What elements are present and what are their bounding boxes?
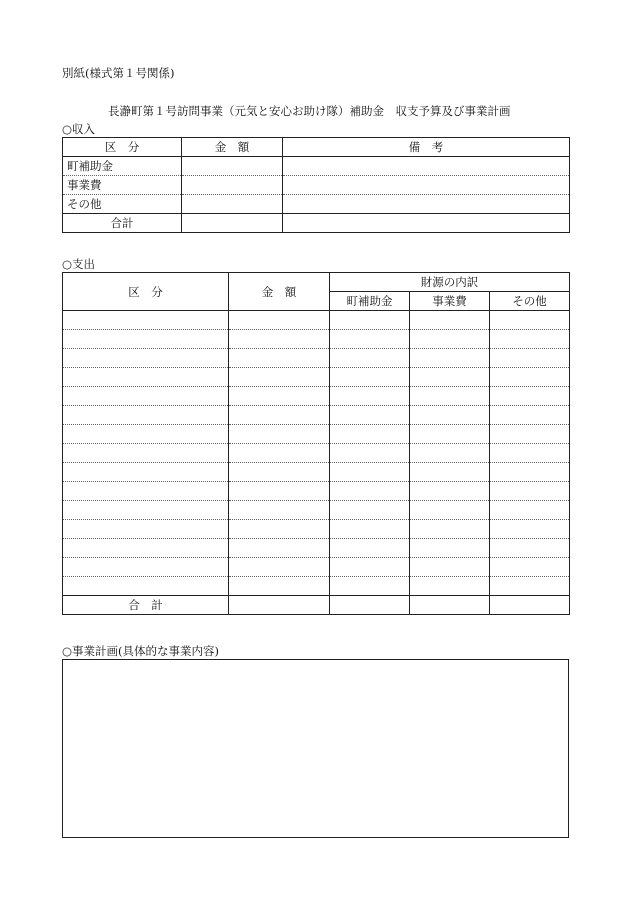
expense-other-cell[interactable]	[490, 577, 570, 596]
income-amount-cell[interactable]	[182, 157, 283, 176]
expense-amount-cell[interactable]	[229, 558, 330, 577]
income-amount-cell[interactable]	[182, 195, 283, 214]
plan-heading: ○事業計画(具体的な事業内容)	[62, 644, 220, 658]
expense-category-cell[interactable]	[63, 558, 229, 577]
expense-project-cost-cell[interactable]	[410, 482, 490, 501]
expense-category-cell[interactable]	[63, 387, 229, 406]
expense-row	[63, 349, 570, 368]
expense-row	[63, 501, 570, 520]
expense-other-cell[interactable]	[490, 425, 570, 444]
expense-category-cell[interactable]	[63, 520, 229, 539]
expense-project-cost-cell[interactable]	[410, 463, 490, 482]
income-row-label: その他	[63, 195, 182, 214]
expense-subsidy-cell[interactable]	[330, 577, 410, 596]
expense-total-other-cell[interactable]	[490, 596, 570, 615]
expense-amount-cell[interactable]	[229, 539, 330, 558]
expense-project-cost-cell[interactable]	[410, 349, 490, 368]
expense-amount-cell[interactable]	[229, 425, 330, 444]
expense-subsidy-cell[interactable]	[330, 368, 410, 387]
income-remarks-cell[interactable]	[283, 157, 570, 176]
expense-row	[63, 577, 570, 596]
expense-project-cost-cell[interactable]	[410, 520, 490, 539]
expense-rows	[63, 311, 570, 596]
expense-table	[62, 272, 570, 615]
expense-row	[63, 387, 570, 406]
expense-col-category: 区 分	[63, 273, 229, 311]
expense-category-cell[interactable]	[63, 425, 229, 444]
expense-other-cell[interactable]	[490, 539, 570, 558]
income-table	[62, 137, 570, 233]
expense-subsidy-cell[interactable]	[330, 349, 410, 368]
expense-category-cell[interactable]	[63, 330, 229, 349]
expense-total-subsidy-cell[interactable]	[330, 596, 410, 615]
expense-total-label: 合 計	[63, 596, 229, 615]
expense-row	[63, 444, 570, 463]
expense-subsidy-cell[interactable]	[330, 520, 410, 539]
expense-other-cell[interactable]	[490, 444, 570, 463]
expense-other-cell[interactable]	[490, 349, 570, 368]
expense-project-cost-cell[interactable]	[410, 406, 490, 425]
expense-category-cell[interactable]	[63, 368, 229, 387]
expense-other-cell[interactable]	[490, 558, 570, 577]
expense-row	[63, 368, 570, 387]
expense-row	[63, 425, 570, 444]
expense-amount-cell[interactable]	[229, 482, 330, 501]
expense-amount-cell[interactable]	[229, 501, 330, 520]
expense-amount-cell[interactable]	[229, 520, 330, 539]
header-note: 別紙(様式第１号関係)	[62, 66, 175, 80]
expense-category-cell[interactable]	[63, 406, 229, 425]
expense-category-cell[interactable]	[63, 482, 229, 501]
expense-col-amount: 金 額	[229, 273, 330, 311]
expense-category-cell[interactable]	[63, 349, 229, 368]
expense-category-cell[interactable]	[63, 444, 229, 463]
expense-amount-cell[interactable]	[229, 387, 330, 406]
expense-project-cost-cell[interactable]	[410, 501, 490, 520]
expense-project-cost-cell[interactable]	[410, 577, 490, 596]
expense-project-cost-cell[interactable]	[410, 444, 490, 463]
expense-project-cost-cell[interactable]	[410, 387, 490, 406]
expense-total-amount-cell[interactable]	[229, 596, 330, 615]
expense-other-cell[interactable]	[490, 463, 570, 482]
expense-project-cost-cell[interactable]	[410, 558, 490, 577]
expense-heading: ○支出	[62, 257, 96, 271]
expense-amount-cell[interactable]	[229, 311, 330, 330]
income-total-amount-cell[interactable]	[182, 214, 283, 233]
expense-amount-cell[interactable]	[229, 349, 330, 368]
expense-subsidy-cell[interactable]	[330, 387, 410, 406]
expense-other-cell[interactable]	[490, 330, 570, 349]
expense-subcol-project-cost: 事業費	[410, 292, 490, 311]
expense-subsidy-cell[interactable]	[330, 444, 410, 463]
income-remarks-cell[interactable]	[283, 176, 570, 195]
expense-row	[63, 539, 570, 558]
expense-subsidy-cell[interactable]	[330, 463, 410, 482]
expense-other-cell[interactable]	[490, 406, 570, 425]
expense-subcol-subsidy: 町補助金	[330, 292, 410, 311]
expense-subsidy-cell[interactable]	[330, 406, 410, 425]
expense-amount-cell[interactable]	[229, 330, 330, 349]
expense-category-cell[interactable]	[63, 501, 229, 520]
expense-project-cost-cell[interactable]	[410, 311, 490, 330]
expense-amount-cell[interactable]	[229, 406, 330, 425]
expense-other-cell[interactable]	[490, 520, 570, 539]
expense-subsidy-cell[interactable]	[330, 558, 410, 577]
expense-subsidy-cell[interactable]	[330, 330, 410, 349]
expense-row	[63, 482, 570, 501]
expense-other-cell[interactable]	[490, 387, 570, 406]
expense-project-cost-cell[interactable]	[410, 368, 490, 387]
income-amount-cell[interactable]	[182, 176, 283, 195]
income-col-category: 区 分	[63, 138, 182, 157]
expense-row	[63, 311, 570, 330]
expense-project-cost-cell[interactable]	[410, 330, 490, 349]
expense-subcol-other: その他	[490, 292, 570, 311]
expense-category-cell[interactable]	[63, 539, 229, 558]
income-total-remarks-cell[interactable]	[283, 214, 570, 233]
expense-other-cell[interactable]	[490, 482, 570, 501]
expense-amount-cell[interactable]	[229, 368, 330, 387]
income-row-label: 事業費	[63, 176, 182, 195]
expense-row	[63, 520, 570, 539]
expense-subsidy-cell[interactable]	[330, 539, 410, 558]
expense-amount-cell[interactable]	[229, 444, 330, 463]
expense-subsidy-cell[interactable]	[330, 311, 410, 330]
expense-project-cost-cell[interactable]	[410, 425, 490, 444]
expense-subsidy-cell[interactable]	[330, 501, 410, 520]
expense-other-cell[interactable]	[490, 501, 570, 520]
income-col-remarks: 備 考	[283, 138, 570, 157]
expense-other-cell[interactable]	[490, 368, 570, 387]
page-title: 長瀞町第１号訪問事業（元気と安心お助け隊）補助金 収支予算及び事業計画	[108, 104, 511, 118]
expense-amount-cell[interactable]	[229, 577, 330, 596]
expense-project-cost-cell[interactable]	[410, 539, 490, 558]
expense-category-cell[interactable]	[63, 577, 229, 596]
expense-amount-cell[interactable]	[229, 463, 330, 482]
income-remarks-cell[interactable]	[283, 195, 570, 214]
expense-row	[63, 463, 570, 482]
expense-category-cell[interactable]	[63, 463, 229, 482]
expense-row	[63, 330, 570, 349]
expense-other-cell[interactable]	[490, 311, 570, 330]
expense-total-project-cost-cell[interactable]	[410, 596, 490, 615]
expense-category-cell[interactable]	[63, 311, 229, 330]
expense-subsidy-cell[interactable]	[330, 482, 410, 501]
expense-subsidy-cell[interactable]	[330, 425, 410, 444]
income-row-label: 町補助金	[63, 157, 182, 176]
expense-col-breakdown: 財源の内訳	[330, 273, 570, 292]
expense-row	[63, 406, 570, 425]
income-col-amount: 金 額	[182, 138, 283, 157]
income-heading: ○収入	[62, 122, 96, 136]
expense-row	[63, 558, 570, 577]
plan-textarea[interactable]	[62, 659, 569, 838]
income-total-label: 合計	[63, 214, 182, 233]
